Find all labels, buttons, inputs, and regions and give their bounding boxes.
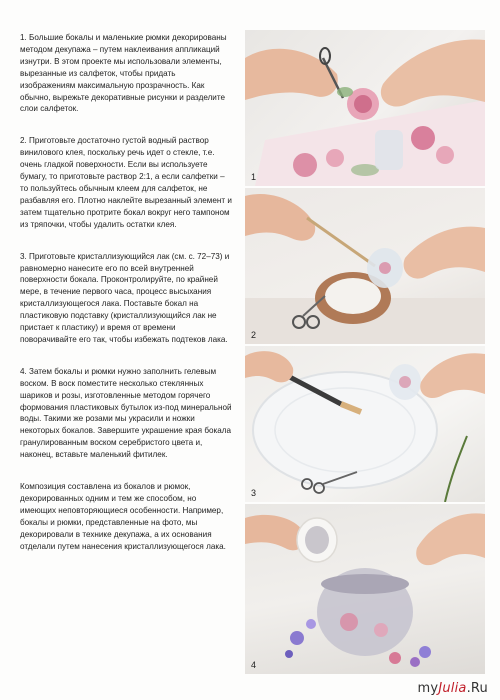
- step-3-text: 3. Приготовьте кристаллизующийся лак (см. с. 72–73) и равномерно нанесите его по всей внутренней поверхности бокала. Проконтролируйте, по крайней мере, в течение первого часа, процесс высыхания кристаллизующегося лака. Поставьте бокал на пластиковую подставку (кристаллизующийся лак не пристает к пластику) и время от времени поворачивайте его так, чтобы избежать подтеков лака.: [20, 251, 230, 344]
- site-watermark: [418, 681, 488, 696]
- photo-number: 1: [251, 172, 257, 182]
- watermark-suffix: .Ru: [466, 681, 488, 696]
- watermark-accent: Julia: [438, 681, 467, 696]
- glue-brush-photo: [245, 188, 485, 344]
- photo-number: 4: [251, 660, 257, 670]
- wax-filling-photo: [245, 504, 485, 674]
- photo-number: 2: [251, 330, 257, 340]
- step-2-text: 2. Приготовьте достаточно густой водный раствор винилового клея, поскольку речь идет о стекле, т.е. очень гладкой поверхности. Если вы используете бумагу, то приготовьте раствор 2:1, а если салфетки – то пользуйтесь обычным клеем для салфеток, не разбавляя его. Плотно наклейте вырезанный элемент и затем тщательно протрите бокал вокруг него тампоном из тряпочки, чтобы удалить остатки клея.: [20, 136, 232, 229]
- photo-step-3: [245, 346, 485, 502]
- composition-text: Композиция составлена из бокалов и рюмок, декорированных одним и тем же способом, но имеющих неповторяющиеся особенности. Например, бокалы и рюмки, представленные на фото, мы декорировали в технике декупажа, а их основания отделали путем нанесения кристаллизующегося лака.: [20, 482, 226, 551]
- photo-step-4: [245, 504, 485, 674]
- photo-step-2: [245, 188, 485, 344]
- watermark-prefix: my: [417, 681, 439, 696]
- photo-number: 3: [251, 488, 257, 498]
- photo-step-1: [245, 30, 485, 186]
- instructions-column: [20, 32, 232, 553]
- scissors-napkin-photo: [245, 30, 485, 186]
- step-4-text: 4. Затем бокалы и рюмки нужно заполнить гелевым воском. В воск поместите несколько стеклянных шариков и розы, изготовленные методом горячего формования пластиковых бутылок из-под минеральной воды. Такими же розами мы украсили и ножки некоторых бокалов. Завершите украшение края бокала гранулированным воском серебристого цвета и, наконец, вставьте маленький фитилек.: [20, 366, 232, 460]
- step-1-text: 1. Большие бокалы и маленькие рюмки декорированы методом декупажа – путем наклеивания аппликаций изнутри. В этом проекте мы использовали элементы, вырезанные из салфеток, чтобы придать изображениям максимальную прозрачность. Как обычно, вырежьте декоративные рисунки и разделите слои салфеток.: [20, 33, 227, 114]
- varnish-brush-photo: [245, 346, 485, 502]
